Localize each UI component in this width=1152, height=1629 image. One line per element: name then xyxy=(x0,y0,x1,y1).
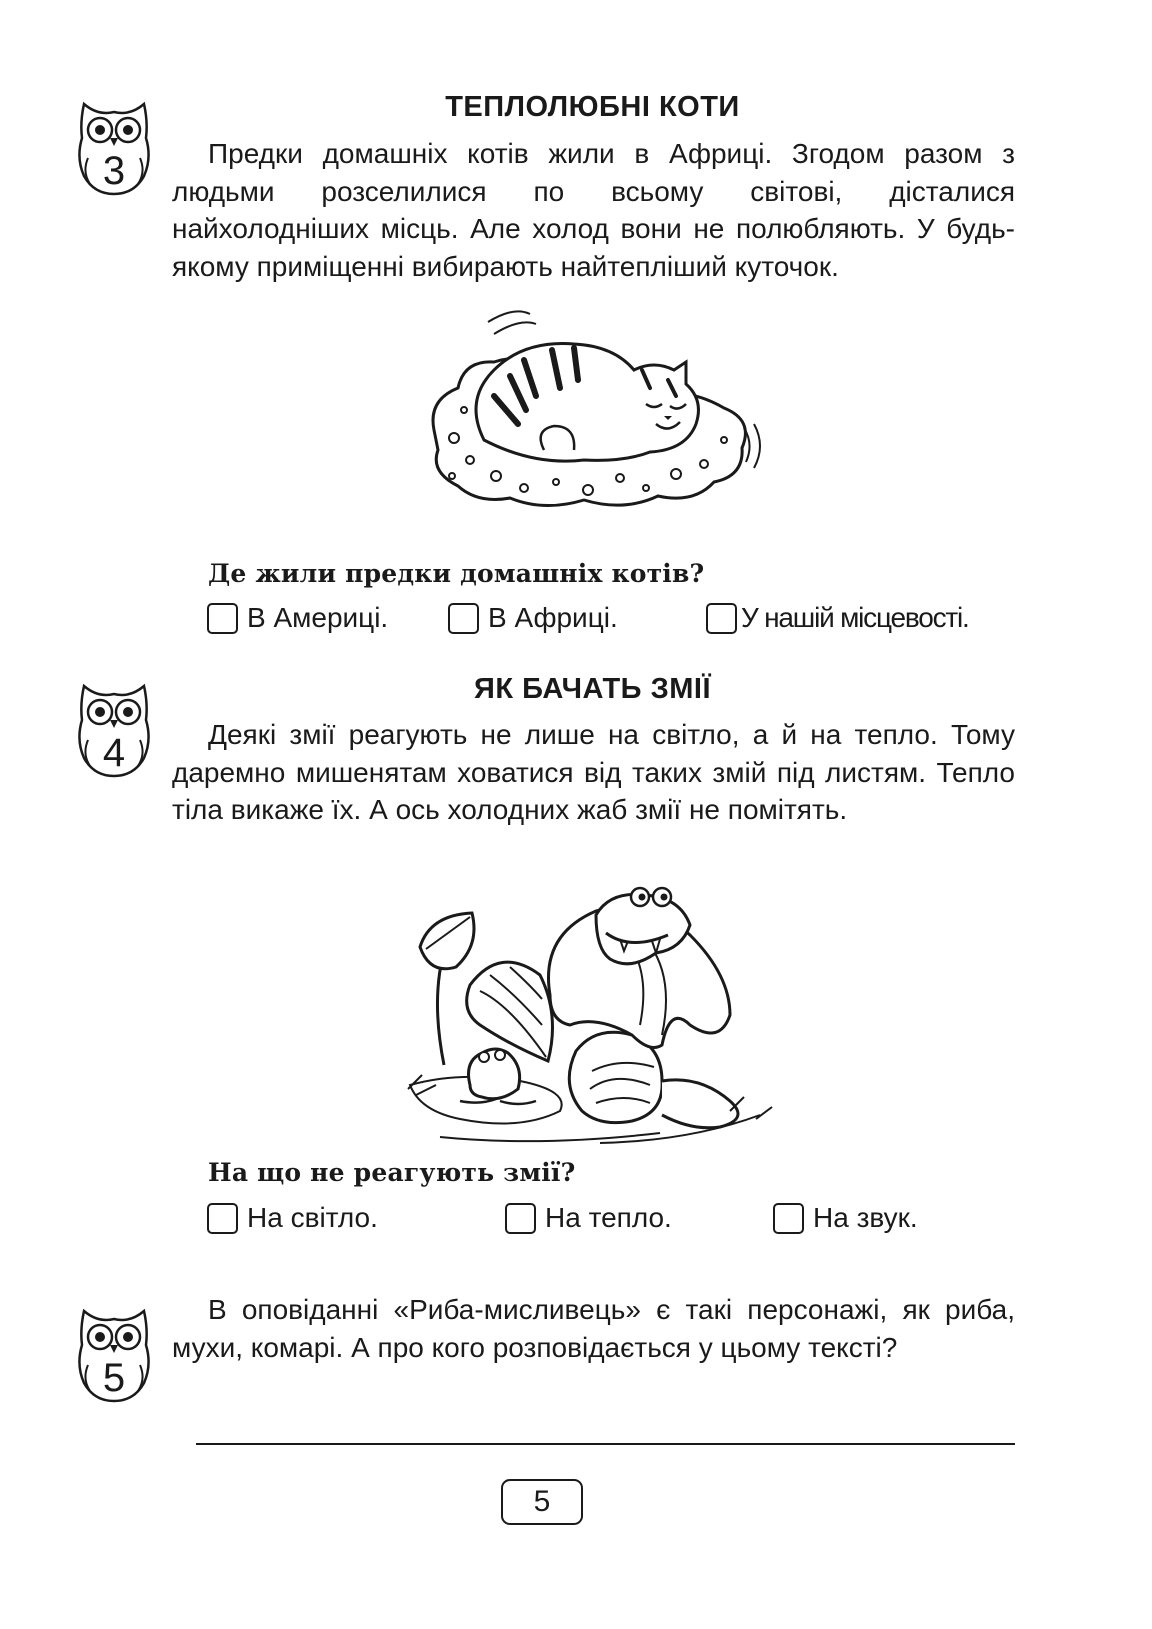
answer-checkbox[interactable] xyxy=(207,603,238,634)
task-4-title: ЯК БАЧАТЬ ЗМІЇ xyxy=(474,673,711,705)
task-5-paragraph: В оповіданні «Риба-мисливець» є такі персонажі, як риба, мухи, комарі. А про кого розповідається у цьому тексті? xyxy=(172,1294,1015,1363)
answer-checkbox[interactable] xyxy=(505,1203,536,1234)
option-label: В Америці. xyxy=(247,602,389,633)
owl-badge-4 xyxy=(76,680,152,778)
option-label: На світло. xyxy=(247,1202,378,1233)
answer-checkbox[interactable] xyxy=(773,1203,804,1234)
task-4-option-2[interactable] xyxy=(505,1199,672,1237)
owl-badge-3 xyxy=(76,98,152,196)
answer-checkbox[interactable] xyxy=(448,603,479,634)
task-3-paragraph: Предки домашніх котів жили в Африці. Згодом разом з людьми розселилися по всьому світові, дісталися найхолодніших місць. Але холод вони не полюбляють. У будь-якому приміщенні вибирають найтепліший куточок. xyxy=(172,138,1015,282)
task-3-option-1[interactable] xyxy=(207,599,388,637)
option-label: На тепло. xyxy=(545,1202,672,1233)
answer-checkbox[interactable] xyxy=(706,603,737,634)
task-3-text xyxy=(172,135,1015,285)
option-label: У нашій місцевості. xyxy=(741,602,969,633)
page-number-value: 5 xyxy=(533,1485,551,1518)
task-number: 4 xyxy=(102,731,126,775)
task-5-text xyxy=(172,1291,1015,1366)
task-4-question: На що не реагують змії? xyxy=(208,1158,576,1187)
snake-frog-illustration xyxy=(400,875,780,1147)
task-4-option-3[interactable] xyxy=(773,1199,918,1237)
answer-line[interactable] xyxy=(196,1443,1015,1445)
task-4-option-1[interactable] xyxy=(207,1199,378,1237)
task-3-title: ТЕПЛОЛЮБНІ КОТИ xyxy=(445,91,740,123)
sleeping-cat-illustration xyxy=(424,300,764,515)
owl-icon xyxy=(76,680,152,778)
task-3-option-2[interactable] xyxy=(448,599,618,637)
task-4-paragraph: Деякі змії реагують не лише на світло, а й на тепло. Тому даремно мишенятам ховатися від таких змій під листям. Тепло тіла викаже їх. А ось холодних жаб змії не помітять. xyxy=(172,719,1015,825)
task-number: 3 xyxy=(102,149,126,193)
task-3-question: Де жили предки домашніх котів? xyxy=(208,559,705,588)
answer-checkbox[interactable] xyxy=(207,1203,238,1234)
task-3-option-3[interactable] xyxy=(706,599,969,637)
owl-badge-5 xyxy=(76,1305,152,1403)
option-label: На звук. xyxy=(813,1202,918,1233)
option-label: В Африці. xyxy=(488,602,618,633)
owl-icon xyxy=(76,1305,152,1403)
task-4-text xyxy=(172,716,1015,829)
task-number: 5 xyxy=(102,1356,126,1400)
owl-icon xyxy=(76,98,152,196)
page-number xyxy=(501,1479,583,1525)
